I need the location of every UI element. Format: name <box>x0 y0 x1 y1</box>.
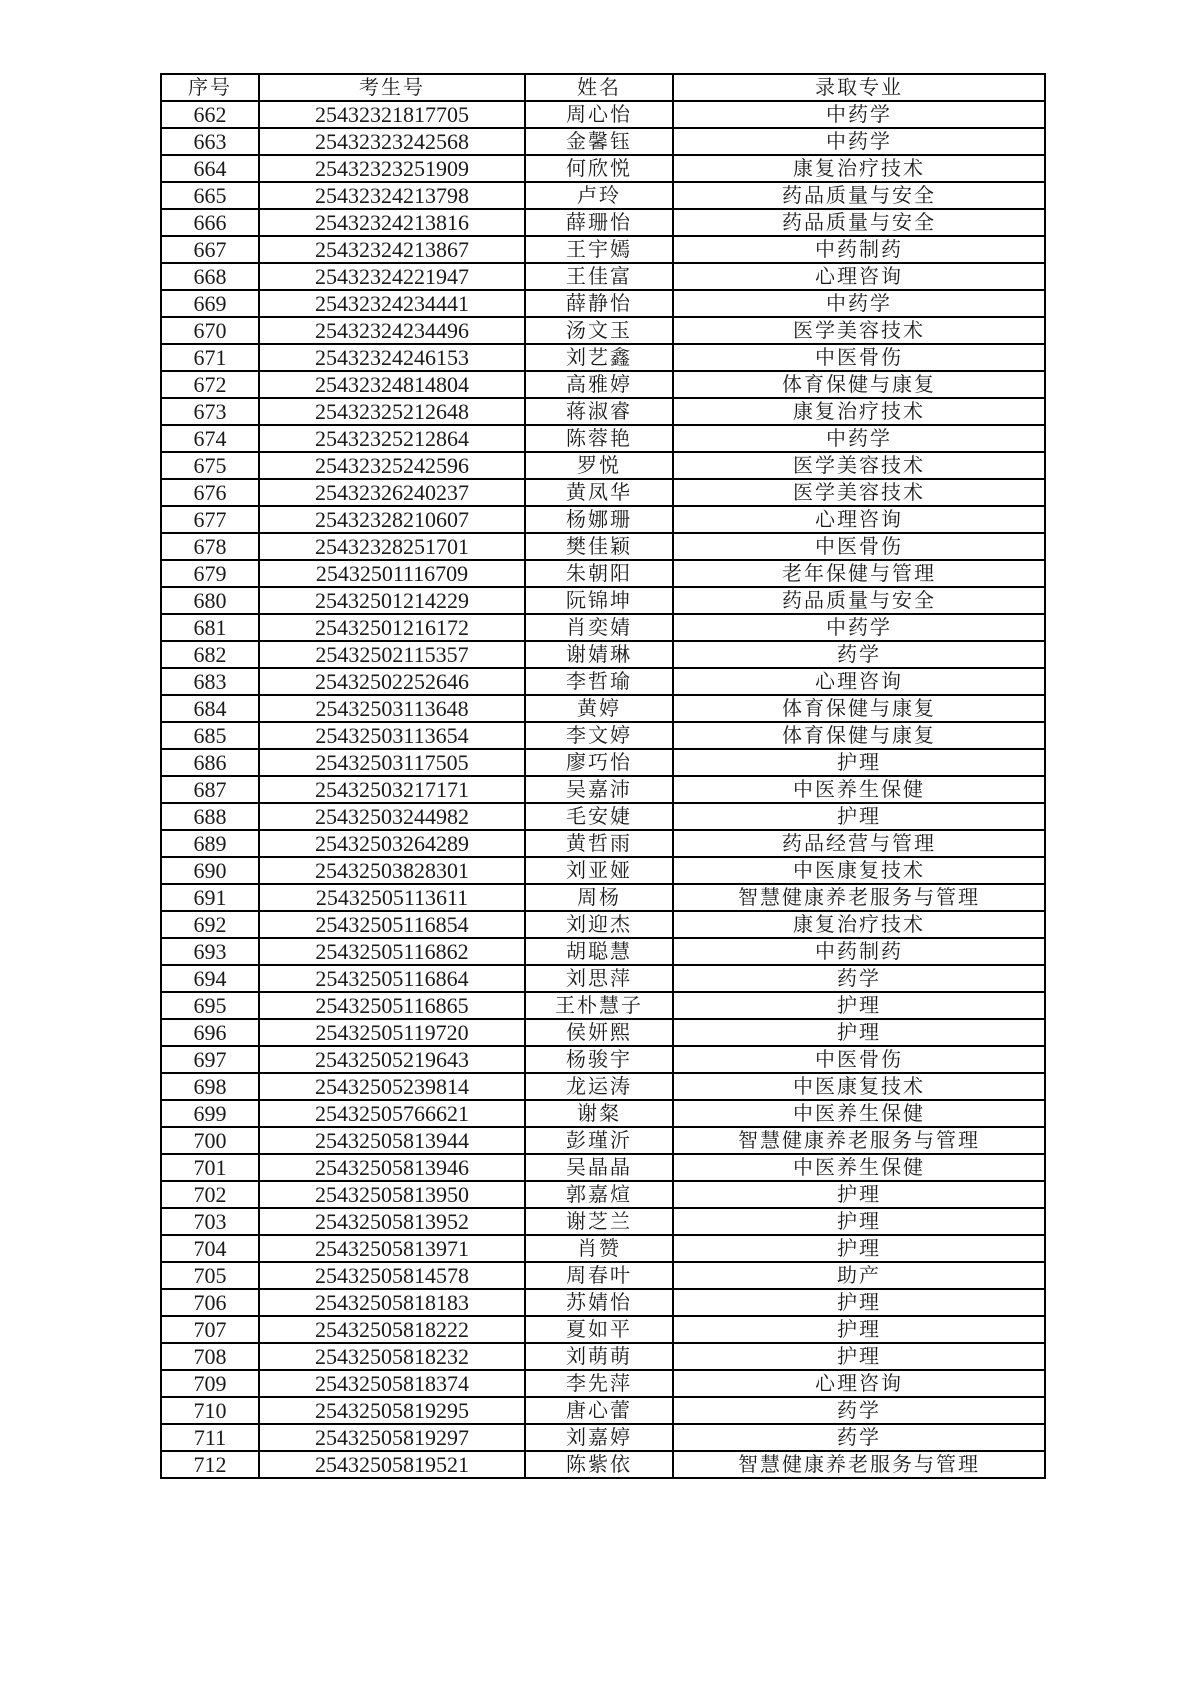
cell-candidate-id: 25432324213816 <box>259 209 525 236</box>
cell-serial: 706 <box>161 1289 259 1316</box>
cell-candidate-id: 25432505219643 <box>259 1046 525 1073</box>
cell-serial: 689 <box>161 830 259 857</box>
table-row <box>161 1100 1045 1127</box>
table-row <box>161 155 1045 182</box>
cell-major: 中医骨伤 <box>673 1046 1045 1073</box>
cell-serial: 710 <box>161 1397 259 1424</box>
cell-serial: 696 <box>161 1019 259 1046</box>
cell-major: 中医养生保健 <box>673 1100 1045 1127</box>
cell-serial: 676 <box>161 479 259 506</box>
table-row <box>161 371 1045 398</box>
cell-major: 护理 <box>673 803 1045 830</box>
table-row <box>161 1370 1045 1397</box>
cell-candidate-id: 25432505113611 <box>259 884 525 911</box>
cell-candidate-id: 25432324814804 <box>259 371 525 398</box>
table-row <box>161 722 1045 749</box>
cell-name: 苏婧怡 <box>525 1289 673 1316</box>
table-row <box>161 587 1045 614</box>
cell-candidate-id: 25432505818222 <box>259 1316 525 1343</box>
header-row <box>161 74 1045 101</box>
cell-serial: 663 <box>161 128 259 155</box>
cell-candidate-id: 25432501216172 <box>259 614 525 641</box>
cell-major: 助产 <box>673 1262 1045 1289</box>
cell-major: 药学 <box>673 965 1045 992</box>
cell-major: 中药学 <box>673 101 1045 128</box>
cell-serial: 669 <box>161 290 259 317</box>
cell-candidate-id: 25432505819295 <box>259 1397 525 1424</box>
cell-candidate-id: 25432505116864 <box>259 965 525 992</box>
cell-serial: 680 <box>161 587 259 614</box>
table-row <box>161 1073 1045 1100</box>
cell-name: 陈蓉艳 <box>525 425 673 452</box>
cell-major: 中药学 <box>673 614 1045 641</box>
cell-name: 王宇嫣 <box>525 236 673 263</box>
table-row <box>161 425 1045 452</box>
cell-major: 中药学 <box>673 290 1045 317</box>
cell-major: 护理 <box>673 1019 1045 1046</box>
cell-candidate-id: 25432505813946 <box>259 1154 525 1181</box>
cell-name: 王佳富 <box>525 263 673 290</box>
cell-candidate-id: 25432505239814 <box>259 1073 525 1100</box>
cell-name: 肖赞 <box>525 1235 673 1262</box>
table-body <box>161 101 1045 1478</box>
cell-major: 药品质量与安全 <box>673 587 1045 614</box>
cell-name: 唐心蕾 <box>525 1397 673 1424</box>
table-row <box>161 992 1045 1019</box>
table-row <box>161 317 1045 344</box>
cell-serial: 707 <box>161 1316 259 1343</box>
cell-name: 王朴慧子 <box>525 992 673 1019</box>
cell-major: 护理 <box>673 1181 1045 1208</box>
cell-candidate-id: 25432505819297 <box>259 1424 525 1451</box>
table-row <box>161 290 1045 317</box>
cell-serial: 673 <box>161 398 259 425</box>
table-row <box>161 560 1045 587</box>
cell-name: 龙运涛 <box>525 1073 673 1100</box>
table-row <box>161 857 1045 884</box>
cell-name: 金馨钰 <box>525 128 673 155</box>
header-candidate-id: 考生号 <box>259 74 525 101</box>
cell-name: 李哲瑜 <box>525 668 673 695</box>
cell-name: 周心怡 <box>525 101 673 128</box>
cell-candidate-id: 25432323242568 <box>259 128 525 155</box>
cell-candidate-id: 25432324213798 <box>259 182 525 209</box>
cell-candidate-id: 25432505818232 <box>259 1343 525 1370</box>
table-row <box>161 398 1045 425</box>
table-row <box>161 749 1045 776</box>
table-row <box>161 479 1045 506</box>
cell-major: 药学 <box>673 1424 1045 1451</box>
cell-major: 中医骨伤 <box>673 344 1045 371</box>
cell-name: 蒋淑睿 <box>525 398 673 425</box>
cell-serial: 691 <box>161 884 259 911</box>
table-row <box>161 911 1045 938</box>
cell-candidate-id: 25432505818374 <box>259 1370 525 1397</box>
cell-serial: 671 <box>161 344 259 371</box>
header-serial: 序号 <box>161 74 259 101</box>
cell-major: 护理 <box>673 992 1045 1019</box>
cell-candidate-id: 25432505116865 <box>259 992 525 1019</box>
cell-major: 护理 <box>673 1235 1045 1262</box>
cell-serial: 688 <box>161 803 259 830</box>
cell-candidate-id: 25432324221947 <box>259 263 525 290</box>
cell-candidate-id: 25432505818183 <box>259 1289 525 1316</box>
cell-name: 侯妍熙 <box>525 1019 673 1046</box>
cell-name: 李文婷 <box>525 722 673 749</box>
cell-candidate-id: 25432505766621 <box>259 1100 525 1127</box>
cell-candidate-id: 25432503244982 <box>259 803 525 830</box>
cell-name: 杨骏宇 <box>525 1046 673 1073</box>
cell-major: 心理咨询 <box>673 506 1045 533</box>
cell-candidate-id: 25432325212864 <box>259 425 525 452</box>
cell-major: 中药制药 <box>673 236 1045 263</box>
cell-name: 汤文玉 <box>525 317 673 344</box>
cell-major: 中药学 <box>673 425 1045 452</box>
table-row <box>161 452 1045 479</box>
cell-major: 药品质量与安全 <box>673 209 1045 236</box>
table-row <box>161 1046 1045 1073</box>
table-row <box>161 1397 1045 1424</box>
cell-major: 康复治疗技术 <box>673 155 1045 182</box>
table-row <box>161 1154 1045 1181</box>
cell-name: 刘思萍 <box>525 965 673 992</box>
cell-name: 毛安婕 <box>525 803 673 830</box>
cell-major: 护理 <box>673 1289 1045 1316</box>
table-row <box>161 803 1045 830</box>
cell-serial: 668 <box>161 263 259 290</box>
cell-serial: 705 <box>161 1262 259 1289</box>
cell-major: 体育保健与康复 <box>673 722 1045 749</box>
cell-candidate-id: 25432325212648 <box>259 398 525 425</box>
cell-candidate-id: 25432505813952 <box>259 1208 525 1235</box>
table-row <box>161 128 1045 155</box>
cell-name: 刘嘉婷 <box>525 1424 673 1451</box>
cell-name: 罗悦 <box>525 452 673 479</box>
table-row <box>161 1127 1045 1154</box>
cell-serial: 682 <box>161 641 259 668</box>
cell-candidate-id: 25432505814578 <box>259 1262 525 1289</box>
table-row <box>161 1343 1045 1370</box>
cell-serial: 687 <box>161 776 259 803</box>
table-row <box>161 182 1045 209</box>
cell-major: 中药学 <box>673 128 1045 155</box>
table-row <box>161 236 1045 263</box>
cell-name: 周杨 <box>525 884 673 911</box>
table-row <box>161 695 1045 722</box>
cell-name: 陈紫依 <box>525 1451 673 1478</box>
header-major: 录取专业 <box>673 74 1045 101</box>
cell-candidate-id: 25432325242596 <box>259 452 525 479</box>
table-row <box>161 101 1045 128</box>
cell-name: 胡聪慧 <box>525 938 673 965</box>
cell-major: 护理 <box>673 1208 1045 1235</box>
cell-serial: 693 <box>161 938 259 965</box>
table-row <box>161 965 1045 992</box>
cell-major: 医学美容技术 <box>673 479 1045 506</box>
cell-candidate-id: 25432502252646 <box>259 668 525 695</box>
cell-major: 康复治疗技术 <box>673 911 1045 938</box>
cell-major: 药品经营与管理 <box>673 830 1045 857</box>
cell-name: 郭嘉煊 <box>525 1181 673 1208</box>
cell-name: 高雅婷 <box>525 371 673 398</box>
cell-serial: 685 <box>161 722 259 749</box>
cell-name: 杨娜珊 <box>525 506 673 533</box>
table-row <box>161 1235 1045 1262</box>
cell-candidate-id: 25432505116854 <box>259 911 525 938</box>
cell-serial: 703 <box>161 1208 259 1235</box>
cell-candidate-id: 25432501116709 <box>259 560 525 587</box>
cell-candidate-id: 25432324213867 <box>259 236 525 263</box>
cell-major: 中药制药 <box>673 938 1045 965</box>
cell-major: 护理 <box>673 1343 1045 1370</box>
cell-candidate-id: 25432503113648 <box>259 695 525 722</box>
cell-candidate-id: 25432505813950 <box>259 1181 525 1208</box>
cell-serial: 695 <box>161 992 259 1019</box>
cell-candidate-id: 25432505813944 <box>259 1127 525 1154</box>
cell-candidate-id: 25432326240237 <box>259 479 525 506</box>
cell-serial: 697 <box>161 1046 259 1073</box>
cell-name: 何欣悦 <box>525 155 673 182</box>
cell-candidate-id: 25432505819521 <box>259 1451 525 1478</box>
cell-candidate-id: 25432503117505 <box>259 749 525 776</box>
table-row <box>161 1289 1045 1316</box>
cell-major: 体育保健与康复 <box>673 695 1045 722</box>
cell-name: 黄凤华 <box>525 479 673 506</box>
cell-name: 薛珊怡 <box>525 209 673 236</box>
cell-name: 黄婷 <box>525 695 673 722</box>
cell-candidate-id: 25432323251909 <box>259 155 525 182</box>
cell-major: 中医养生保健 <box>673 1154 1045 1181</box>
cell-major: 药学 <box>673 1397 1045 1424</box>
cell-name: 谢粲 <box>525 1100 673 1127</box>
cell-name: 刘亚娅 <box>525 857 673 884</box>
table-row <box>161 830 1045 857</box>
table-row <box>161 1451 1045 1478</box>
cell-serial: 686 <box>161 749 259 776</box>
cell-serial: 702 <box>161 1181 259 1208</box>
table-row <box>161 614 1045 641</box>
cell-major: 医学美容技术 <box>673 452 1045 479</box>
cell-name: 阮锦坤 <box>525 587 673 614</box>
cell-candidate-id: 25432503217171 <box>259 776 525 803</box>
table-row <box>161 641 1045 668</box>
table-row <box>161 533 1045 560</box>
cell-major: 智慧健康养老服务与管理 <box>673 1451 1045 1478</box>
cell-major: 康复治疗技术 <box>673 398 1045 425</box>
cell-name: 夏如平 <box>525 1316 673 1343</box>
cell-name: 刘迎杰 <box>525 911 673 938</box>
cell-name: 彭瑾沂 <box>525 1127 673 1154</box>
cell-serial: 708 <box>161 1343 259 1370</box>
cell-candidate-id: 25432324234496 <box>259 317 525 344</box>
cell-name: 薛静怡 <box>525 290 673 317</box>
cell-candidate-id: 25432503264289 <box>259 830 525 857</box>
cell-major: 心理咨询 <box>673 668 1045 695</box>
table-row <box>161 209 1045 236</box>
cell-candidate-id: 25432502115357 <box>259 641 525 668</box>
cell-serial: 709 <box>161 1370 259 1397</box>
cell-major: 智慧健康养老服务与管理 <box>673 1127 1045 1154</box>
cell-name: 周春叶 <box>525 1262 673 1289</box>
cell-candidate-id: 25432324234441 <box>259 290 525 317</box>
cell-serial: 684 <box>161 695 259 722</box>
cell-serial: 690 <box>161 857 259 884</box>
cell-serial: 692 <box>161 911 259 938</box>
cell-candidate-id: 25432328210607 <box>259 506 525 533</box>
cell-candidate-id: 25432505119720 <box>259 1019 525 1046</box>
cell-candidate-id: 25432324246153 <box>259 344 525 371</box>
cell-serial: 672 <box>161 371 259 398</box>
table-row <box>161 1181 1045 1208</box>
cell-name: 樊佳颖 <box>525 533 673 560</box>
cell-name: 肖奕婧 <box>525 614 673 641</box>
cell-candidate-id: 25432321817705 <box>259 101 525 128</box>
cell-serial: 666 <box>161 209 259 236</box>
cell-name: 刘艺鑫 <box>525 344 673 371</box>
cell-serial: 662 <box>161 101 259 128</box>
table-row <box>161 1424 1045 1451</box>
table-row <box>161 1262 1045 1289</box>
header-name: 姓名 <box>525 74 673 101</box>
cell-name: 朱朝阳 <box>525 560 673 587</box>
cell-name: 谢芝兰 <box>525 1208 673 1235</box>
cell-name: 刘萌萌 <box>525 1343 673 1370</box>
table-row <box>161 1316 1045 1343</box>
cell-serial: 683 <box>161 668 259 695</box>
cell-serial: 700 <box>161 1127 259 1154</box>
cell-serial: 677 <box>161 506 259 533</box>
cell-serial: 701 <box>161 1154 259 1181</box>
table-row <box>161 263 1045 290</box>
table-row <box>161 668 1045 695</box>
cell-major: 药学 <box>673 641 1045 668</box>
cell-serial: 711 <box>161 1424 259 1451</box>
cell-candidate-id: 25432503113654 <box>259 722 525 749</box>
cell-major: 药品质量与安全 <box>673 182 1045 209</box>
table-row <box>161 1019 1045 1046</box>
cell-serial: 674 <box>161 425 259 452</box>
cell-serial: 664 <box>161 155 259 182</box>
cell-major: 中医康复技术 <box>673 857 1045 884</box>
cell-serial: 681 <box>161 614 259 641</box>
admission-list-table <box>160 73 1046 1479</box>
cell-candidate-id: 25432328251701 <box>259 533 525 560</box>
cell-name: 吴晶晶 <box>525 1154 673 1181</box>
cell-serial: 678 <box>161 533 259 560</box>
cell-name: 李先萍 <box>525 1370 673 1397</box>
table-row <box>161 938 1045 965</box>
cell-major: 中医康复技术 <box>673 1073 1045 1100</box>
cell-major: 智慧健康养老服务与管理 <box>673 884 1045 911</box>
cell-major: 体育保健与康复 <box>673 371 1045 398</box>
cell-major: 护理 <box>673 1316 1045 1343</box>
cell-candidate-id: 25432503828301 <box>259 857 525 884</box>
cell-serial: 679 <box>161 560 259 587</box>
cell-name: 卢玲 <box>525 182 673 209</box>
cell-major: 心理咨询 <box>673 1370 1045 1397</box>
table-row <box>161 344 1045 371</box>
cell-major: 护理 <box>673 749 1045 776</box>
cell-major: 医学美容技术 <box>673 317 1045 344</box>
cell-candidate-id: 25432505116862 <box>259 938 525 965</box>
cell-serial: 699 <box>161 1100 259 1127</box>
table-row <box>161 506 1045 533</box>
cell-serial: 694 <box>161 965 259 992</box>
cell-serial: 675 <box>161 452 259 479</box>
table-row <box>161 776 1045 803</box>
table-row <box>161 884 1045 911</box>
cell-candidate-id: 25432505813971 <box>259 1235 525 1262</box>
table-row <box>161 1208 1045 1235</box>
cell-major: 老年保健与管理 <box>673 560 1045 587</box>
cell-candidate-id: 25432501214229 <box>259 587 525 614</box>
cell-major: 中医养生保健 <box>673 776 1045 803</box>
cell-name: 吴嘉沛 <box>525 776 673 803</box>
cell-serial: 698 <box>161 1073 259 1100</box>
cell-major: 心理咨询 <box>673 263 1045 290</box>
cell-serial: 665 <box>161 182 259 209</box>
cell-serial: 670 <box>161 317 259 344</box>
cell-serial: 667 <box>161 236 259 263</box>
cell-name: 黄哲雨 <box>525 830 673 857</box>
cell-name: 谢婧琳 <box>525 641 673 668</box>
cell-serial: 704 <box>161 1235 259 1262</box>
cell-serial: 712 <box>161 1451 259 1478</box>
cell-name: 廖巧怡 <box>525 749 673 776</box>
cell-major: 中医骨伤 <box>673 533 1045 560</box>
